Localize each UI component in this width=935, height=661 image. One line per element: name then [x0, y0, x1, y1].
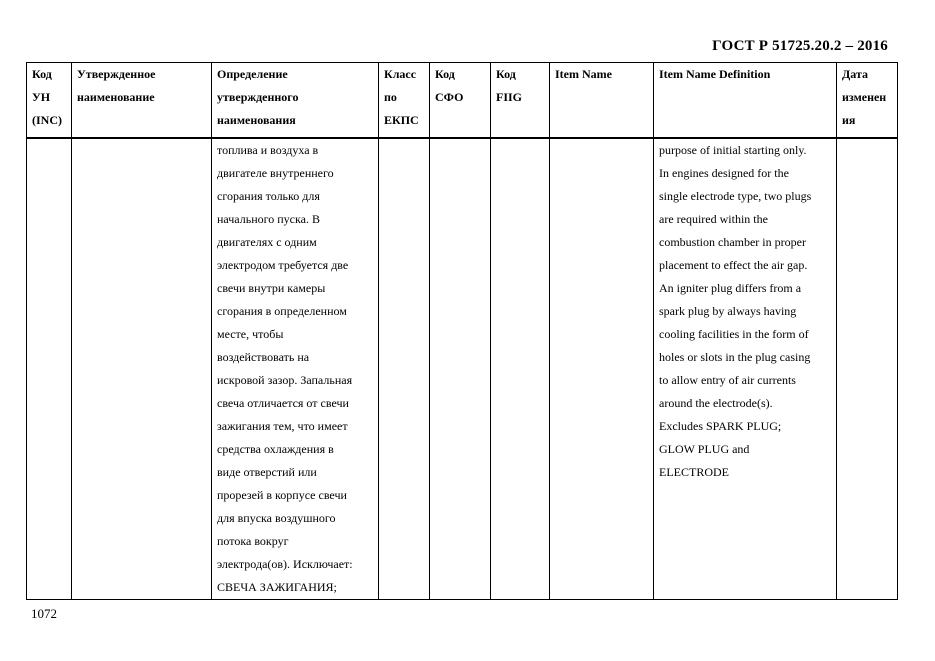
text-line: holes or slots in the plug casing — [659, 350, 811, 364]
header-line: Код — [32, 67, 52, 81]
header-line: по — [384, 90, 397, 104]
text-line: cooling facilities in the form of — [659, 327, 809, 341]
table-row — [27, 138, 898, 600]
cell-sfo — [430, 138, 491, 600]
text-line: СВЕЧА ЗАЖИГАНИЯ; — [217, 580, 337, 594]
text-line: искровой зазор. Запальная — [217, 373, 353, 387]
text-line: начального пуска. В — [217, 212, 320, 226]
cell-definition-en — [654, 138, 837, 600]
cell-definition-ru — [212, 138, 379, 600]
text-line: combustion chamber in proper — [659, 235, 806, 249]
cell-inc — [27, 138, 72, 600]
header-line: изменен — [842, 90, 887, 104]
text-line: Excludes SPARK PLUG; — [659, 419, 782, 433]
header-line: СФО — [435, 90, 464, 104]
text-line: In engines designed for the — [659, 166, 789, 180]
header-line: ия — [842, 113, 856, 127]
col-header-approved-name — [72, 63, 212, 139]
cell-fiig — [491, 138, 550, 600]
col-header-fiig — [491, 63, 550, 139]
col-header-class — [379, 63, 430, 139]
text-line: single electrode type, two plugs — [659, 189, 812, 203]
text-line: месте, чтобы — [217, 327, 284, 341]
text-line: виде отверстий или — [217, 465, 317, 479]
text-line: spark plug by always having — [659, 304, 797, 318]
header-line: Дата — [842, 67, 868, 81]
header-line: наименования — [217, 113, 296, 127]
cell-approved-name — [72, 138, 212, 600]
text-line: placement to effect the air gap. — [659, 258, 808, 272]
text-line: purpose of initial starting only. — [659, 143, 807, 157]
text-line: around the electrode(s). — [659, 396, 773, 410]
text-line: сгорания в определенном — [217, 304, 347, 318]
header-line: Утвержденное — [77, 67, 156, 81]
text-line: сгорания только для — [217, 189, 320, 203]
text-line: An igniter plug differs from a — [659, 281, 802, 295]
text-line: to allow entry of air currents — [659, 373, 796, 387]
text-line: электродом требуется две — [217, 258, 349, 272]
page-number: 1072 — [31, 606, 57, 621]
text-line: топлива и воздуха в — [217, 143, 319, 157]
col-header-inc — [27, 63, 72, 139]
header-line: Item Name — [555, 67, 612, 81]
header-line: (INC) — [32, 113, 62, 127]
col-header-item-name-definition — [654, 63, 837, 139]
header-line: FIIG — [496, 90, 523, 104]
header-line: Item Name Definition — [659, 67, 771, 81]
text-line: are required within the — [659, 212, 768, 226]
header-line: наименование — [77, 90, 155, 104]
text-line: средства охлаждения в — [217, 442, 334, 456]
text-line: воздействовать на — [217, 350, 310, 364]
cell-change-date — [837, 138, 898, 600]
text-line: электрода(ов). Исключает: — [217, 557, 353, 571]
cell-class — [379, 138, 430, 600]
text-line: GLOW PLUG and — [659, 442, 750, 456]
text-line: ELECTRODE — [659, 465, 729, 479]
text-line: двигателях с одним — [217, 235, 317, 249]
data-table — [26, 62, 898, 600]
header-line: утвержденного — [217, 90, 299, 104]
col-header-item-name — [550, 63, 654, 139]
header-line: УН — [32, 90, 51, 104]
text-line: двигателе внутреннего — [217, 166, 334, 180]
header-line: Определение — [217, 67, 288, 81]
col-header-sfo — [430, 63, 491, 139]
text-line: для впуска воздушного — [217, 511, 336, 525]
text-line: прорезей в корпусе свечи — [217, 488, 347, 502]
table-header-row — [27, 63, 898, 139]
header-line: Код — [496, 67, 516, 81]
text-line: потока вокруг — [217, 534, 289, 548]
col-header-definition-ru — [212, 63, 379, 139]
col-header-change-date — [837, 63, 898, 139]
header-line: Класс — [384, 67, 417, 81]
text-line: свеча отличается от свечи — [217, 396, 349, 410]
text-line: свечи внутри камеры — [217, 281, 326, 295]
text-line: зажигания тем, что имеет — [217, 419, 348, 433]
header-line: Код — [435, 67, 455, 81]
header-line: ЕКПС — [384, 113, 419, 127]
standard-designation: ГОСТ Р 51725.20.2 – 2016 — [712, 38, 888, 54]
cell-item-name — [550, 138, 654, 600]
